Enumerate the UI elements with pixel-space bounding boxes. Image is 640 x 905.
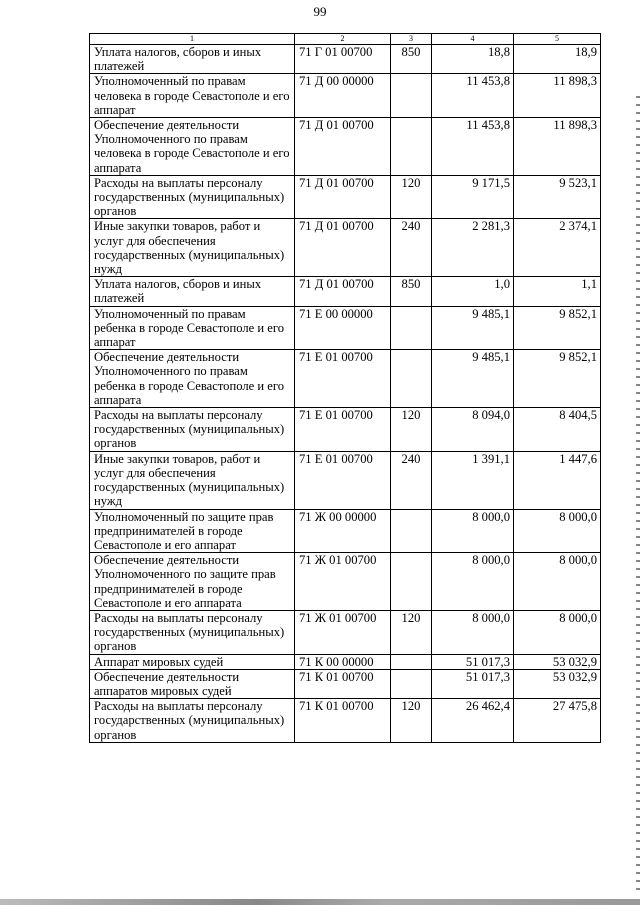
row-name: Уплата налогов, сборов и иных платежей: [90, 45, 295, 74]
table-row: [90, 669, 601, 698]
row-expense-kind: 240: [391, 451, 432, 509]
header-col-3: 3: [391, 34, 432, 45]
row-expense-kind: [391, 74, 432, 118]
scan-bottom-artifact: [0, 899, 640, 905]
row-expense-kind: 240: [391, 219, 432, 277]
row-code: 71 Д 01 00700: [295, 175, 391, 219]
table-row: [90, 610, 601, 654]
row-name: Обеспечение деятельности Уполномоченного по правам ребенка в городе Севастополе и его аппарата: [90, 350, 295, 408]
row-amount-year-1: 1 391,1: [432, 451, 514, 509]
header-col-1: 1: [90, 34, 295, 45]
page-number: 99: [313, 4, 327, 19]
row-name: Расходы на выплаты персоналу государственных (муниципальных) органов: [90, 699, 295, 743]
table-row: [90, 408, 601, 452]
row-code: 71 К 01 00700: [295, 699, 391, 743]
row-expense-kind: [391, 350, 432, 408]
row-expense-kind: 120: [391, 175, 432, 219]
scan-edge-artifact: [636, 90, 640, 890]
row-amount-year-2: 53 032,9: [514, 669, 601, 698]
row-expense-kind: 120: [391, 408, 432, 452]
row-amount-year-1: 51 017,3: [432, 669, 514, 698]
row-amount-year-2: 8 404,5: [514, 408, 601, 452]
row-amount-year-2: 8 000,0: [514, 553, 601, 611]
table-row: [90, 509, 601, 553]
row-amount-year-1: 11 453,8: [432, 74, 514, 118]
row-expense-kind: [391, 306, 432, 350]
row-amount-year-1: 8 000,0: [432, 610, 514, 654]
budget-table: [89, 33, 601, 743]
row-amount-year-1: 9 485,1: [432, 306, 514, 350]
row-code: 71 Ж 00 00000: [295, 509, 391, 553]
row-amount-year-1: 8 094,0: [432, 408, 514, 452]
row-amount-year-1: 8 000,0: [432, 509, 514, 553]
row-code: 71 Е 01 00700: [295, 408, 391, 452]
row-name: Уполномоченный по защите прав предпринимателей в городе Севастополе и его аппарат: [90, 509, 295, 553]
table-row: [90, 553, 601, 611]
table-row: [90, 350, 601, 408]
table-row: [90, 699, 601, 743]
row-code: 71 Ж 01 00700: [295, 553, 391, 611]
row-name: Иные закупки товаров, работ и услуг для обеспечения государственных (муниципальных) нужд: [90, 219, 295, 277]
row-amount-year-2: 1 447,6: [514, 451, 601, 509]
row-expense-kind: [391, 118, 432, 176]
row-expense-kind: [391, 654, 432, 669]
row-amount-year-1: 51 017,3: [432, 654, 514, 669]
row-amount-year-1: 2 281,3: [432, 219, 514, 277]
row-code: 71 Е 01 00700: [295, 451, 391, 509]
row-expense-kind: 120: [391, 610, 432, 654]
row-name: Расходы на выплаты персоналу государственных (муниципальных) органов: [90, 610, 295, 654]
row-name: Уплата налогов, сборов и иных платежей: [90, 277, 295, 306]
row-code: 71 Е 01 00700: [295, 350, 391, 408]
table-row: [90, 219, 601, 277]
header-col-2: 2: [295, 34, 391, 45]
row-expense-kind: [391, 669, 432, 698]
table-row: [90, 45, 601, 74]
row-amount-year-2: 2 374,1: [514, 219, 601, 277]
row-code: 71 Г 01 00700: [295, 45, 391, 74]
table-row: [90, 451, 601, 509]
row-amount-year-1: 18,8: [432, 45, 514, 74]
row-amount-year-1: 9 485,1: [432, 350, 514, 408]
row-name: Уполномоченный по правам ребенка в городе Севастополе и его аппарат: [90, 306, 295, 350]
row-expense-kind: [391, 509, 432, 553]
row-amount-year-1: 11 453,8: [432, 118, 514, 176]
row-name: Расходы на выплаты персоналу государственных (муниципальных) органов: [90, 408, 295, 452]
row-amount-year-2: 9 852,1: [514, 350, 601, 408]
row-expense-kind: 850: [391, 277, 432, 306]
row-expense-kind: [391, 553, 432, 611]
row-amount-year-2: 8 000,0: [514, 610, 601, 654]
table-row: [90, 277, 601, 306]
row-code: 71 К 00 00000: [295, 654, 391, 669]
row-amount-year-1: 9 171,5: [432, 175, 514, 219]
row-amount-year-1: 8 000,0: [432, 553, 514, 611]
column-number-header: [90, 34, 601, 45]
row-amount-year-1: 1,0: [432, 277, 514, 306]
row-name: Аппарат мировых судей: [90, 654, 295, 669]
header-col-4: 4: [432, 34, 514, 45]
row-code: 71 Д 01 00700: [295, 219, 391, 277]
table-row: [90, 175, 601, 219]
row-code: 71 Д 00 00000: [295, 74, 391, 118]
row-code: 71 Д 01 00700: [295, 277, 391, 306]
row-amount-year-2: 1,1: [514, 277, 601, 306]
table-row: [90, 654, 601, 669]
row-amount-year-2: 11 898,3: [514, 118, 601, 176]
row-name: Обеспечение деятельности аппаратов мировых судей: [90, 669, 295, 698]
row-expense-kind: 120: [391, 699, 432, 743]
row-name: Уполномоченный по правам человека в городе Севастополе и его аппарат: [90, 74, 295, 118]
row-name: Обеспечение деятельности Уполномоченного по защите прав предпринимателей в городе Севастополе и его аппарата: [90, 553, 295, 611]
header-col-5: 5: [514, 34, 601, 45]
row-amount-year-2: 18,9: [514, 45, 601, 74]
table-body: [90, 45, 601, 743]
row-amount-year-2: 9 852,1: [514, 306, 601, 350]
row-code: 71 Ж 01 00700: [295, 610, 391, 654]
row-amount-year-2: 11 898,3: [514, 74, 601, 118]
row-expense-kind: 850: [391, 45, 432, 74]
row-amount-year-2: 9 523,1: [514, 175, 601, 219]
row-name: Расходы на выплаты персоналу государственных (муниципальных) органов: [90, 175, 295, 219]
row-code: 71 Д 01 00700: [295, 118, 391, 176]
row-amount-year-2: 27 475,8: [514, 699, 601, 743]
table-row: [90, 74, 601, 118]
row-code: 71 К 01 00700: [295, 669, 391, 698]
row-amount-year-2: 8 000,0: [514, 509, 601, 553]
row-code: 71 Е 00 00000: [295, 306, 391, 350]
table-row: [90, 118, 601, 176]
row-name: Иные закупки товаров, работ и услуг для обеспечения государственных (муниципальных) нужд: [90, 451, 295, 509]
row-name: Обеспечение деятельности Уполномоченного по правам человека в городе Севастополе и его аппарата: [90, 118, 295, 176]
row-amount-year-1: 26 462,4: [432, 699, 514, 743]
table-row: [90, 306, 601, 350]
row-amount-year-2: 53 032,9: [514, 654, 601, 669]
